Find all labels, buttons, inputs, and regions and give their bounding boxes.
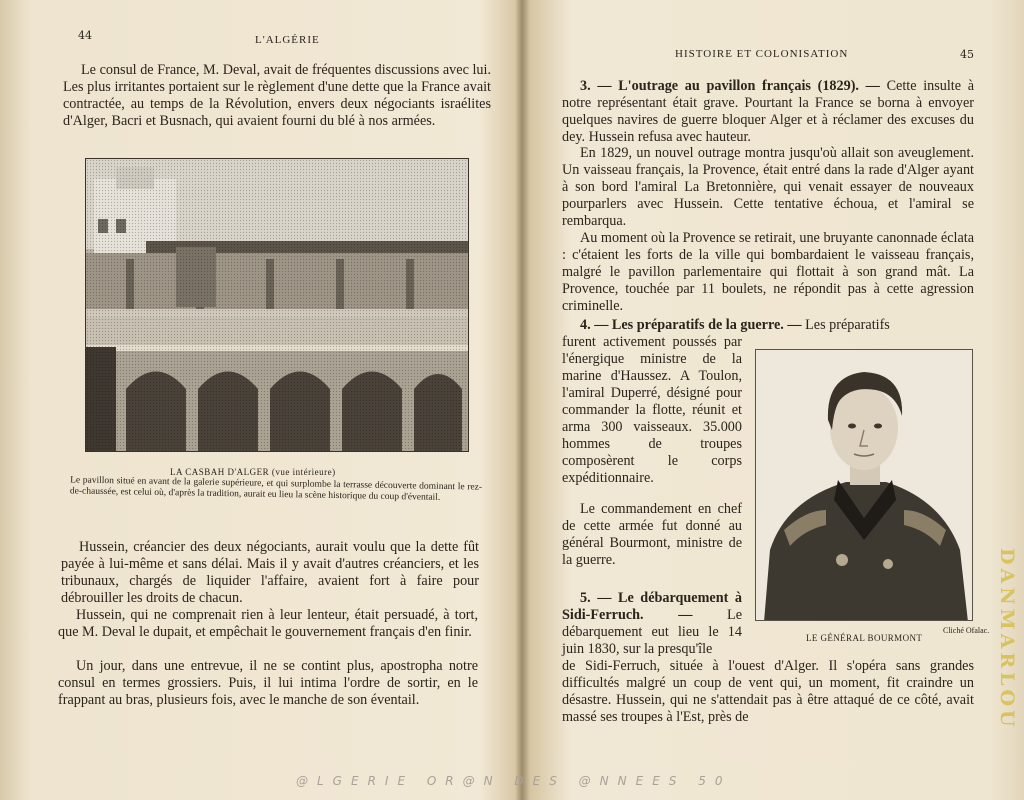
left-paragraph-2: Hussein, créancier des deux négociants, aurait voulu que la dette fût payée à lui-même et sans délai. Mais il y avait d'autres créanciers, et les tribunaux, chargés de liquider l'affaire, avaient fort à faire pour débrouiller les droits de chacun. [61,539,479,606]
section-3-text: Cette insulte à notre représentant était grave. Pourtant la France se borna à envoyer quelques navires de guerre bloquer Alger et à réclamer des excuses du dey. Hussein refusa avec hauteur. [562,78,975,145]
left-page-number: 44 [78,29,92,42]
section-4-heading: 4. — Les préparatifs de la guerre. — [580,317,802,333]
side-watermark [994,548,1020,780]
bottom-watermark: @LGERIE OR@N DES @NNEES 50 [296,774,732,788]
section-4-head-line [562,317,974,334]
casbah-photo [85,158,469,452]
side-watermark-text: DANMARLOU [996,548,1018,731]
bourmont-engraving [756,350,973,621]
paragraph-command: Le commandement en chef de cette armée fut donné au général Bourmont, ministre de la guerre. [562,501,742,568]
left-paragraph-3: Hussein, qui ne comprenait rien à leur lenteur, était persuadé, à tort, que M. Deval le dupait, et empêchait le gouvernement français d'en finir. [58,607,478,640]
paragraph-1829: En 1829, un nouvel outrage montra jusqu'où allait son aveuglement. Un vaisseau français, la Provence, était entré dans la rade d'Alger ayant à son bord l'amiral La Bretonnière, qui venait essayer de nouveaux pourparlers avec Hussein. Cette tentative échoua, et l'amiral se rembarqua. [562,145,974,229]
section-3 [562,78,974,146]
section-4-lead: Les préparatifs [805,317,890,333]
section-3-heading: 3. — L'outrage au pavillon français (1829). — [580,78,880,94]
left-paragraph-4: Un jour, dans une entrevue, il ne se contint plus, apostropha notre consul en termes grossiers. Puis, il lui intima l'ordre de sortir, en le frappant au bras, plusieurs fois, avec le manche de son éventail. [58,658,478,708]
paragraph-provence: Au moment où la Provence se retirait, une bruyante canonnade éclata : c'étaient les forts de la ville qui bombardaient le vaisseau français, malgré le pavillon parlementaire qui flottait à son grand mât. La Provence, touchée par 11 boulets, ne répondit pas à cette agression criminelle. [562,230,974,314]
right-running-head: HISTOIRE ET COLONISATION [675,48,849,60]
left-paragraph-1: Le consul de France, M. Deval, avait de fréquentes discussions avec lui. Les plus irritantes portaient sur le règlement d'une dette que la France avait contractée, au temps de la Révolution, envers deux négociants israélites d'Alger, Bacri et Busnach, qui avaient fourni du blé à nos armées. [63,62,491,129]
section-4-text: furent activement poussés par l'énergique ministre de la marine d'Haussez. A Toulon, l'amiral Duperré, désigné pour commander la flotte, réunit et arma 300 vaisseaux. 35.000 hommes de troupes composèrent le corps expéditionnaire. [562,334,742,486]
section-5-heading: 5. — Le débarquement à Sidi-Ferruch. — [562,590,742,623]
casbah-illustration [86,159,469,452]
portrait-credit: Cliché Ofalac. [943,626,990,635]
right-page-number: 45 [960,48,974,61]
left-running-head: L'ALGÉRIE [255,34,320,46]
bourmont-portrait [755,349,973,621]
section-5-text-narrow: Le débarquement eut lieu le 14 juin 1830, sur la presqu'île [562,607,743,657]
section-5-narrow [562,590,742,658]
section-5-text-full: de Sidi-Ferruch, située à l'ouest d'Alger. Il s'opéra sans grandes difficultés malgré un coup de vent qui, un moment, fit craindre un désastre. Hussein, qui ne s'attendait pas à être attaqué de ce côté, avait massé ses troupes à l'Est, près de [562,658,974,725]
figure-title: LA CASBAH D'ALGER (vue intérieure) [170,467,336,477]
figure-caption: Le pavillon situé en avant de la galerie supérieure, et qui surplombe la terrasse découverte dominant le rez-de-chaussée, est celui où, d'après la tradition, aurait eu lieu la scène historique du coup d'éventail. [69,475,483,503]
portrait-caption: LE GÉNÉRAL BOURMONT [806,633,923,643]
